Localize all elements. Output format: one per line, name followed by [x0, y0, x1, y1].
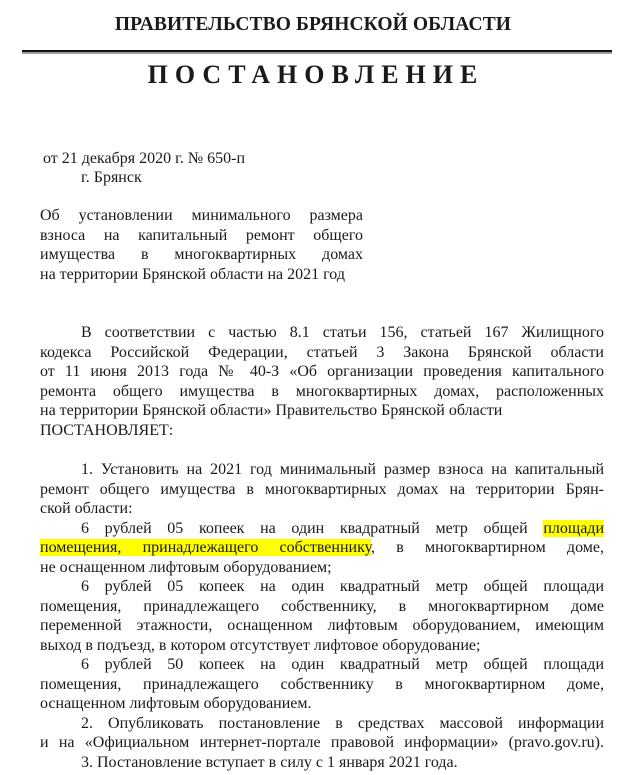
preamble-line: от 11 июня 2013 года № 40-З «Об организации проведения капитального — [40, 363, 604, 380]
title-line: взноса на капитальный ремонт общего — [40, 226, 363, 244]
item1-line: 1. Установить на 2021 год минимальный размер взноса на капитальный — [81, 461, 604, 478]
item3-line: 3. Постановление вступает в силу с 1 января 2021 года. — [81, 753, 458, 771]
item1-line: ской области: — [40, 500, 133, 517]
rate1-text: , в многоквартирном доме, — [371, 539, 604, 556]
item2-line: 2. Опубликовать постановление в средствах массовой информации — [81, 714, 604, 732]
preamble-line: ремонта общего имущества в многоквартирных домах, расположенных — [40, 382, 604, 400]
rate1-line — [81, 519, 604, 538]
preamble-line: ПОСТАНОВЛЯЕТ: — [40, 421, 174, 439]
title-line: Об установлении минимального размера — [40, 207, 363, 224]
rate3-line: 6 рублей 50 копеек на один квадратный метр общей площади — [81, 656, 604, 673]
highlighted-text: площади — [543, 519, 604, 537]
item2-line: и на «Официальном интернет-портале правовой информации» (pravo.gov.ru). — [40, 734, 604, 751]
rate2-line: 6 рублей 05 копеек на один квадратный метр общей площади — [81, 578, 604, 595]
header-divider — [22, 50, 612, 54]
organization-name: ПРАВИТЕЛЬСТВО БРЯНСКОЙ ОБЛАСТИ — [114, 14, 512, 35]
highlighted-text: помещения, принадлежащего собственнику — [40, 539, 372, 556]
title-line: имущества в многоквартирных домах — [40, 246, 363, 263]
rate1-line: не оснащенном лифтовым оборудованием; — [40, 558, 332, 576]
rate1-text: 6 рублей 05 копеек на один квадратный метр общей — [81, 519, 544, 537]
rate2-line: переменной этажности, оснащенном лифтовым оборудованием, имеющим — [40, 617, 604, 634]
document-place: г. Брянск — [81, 169, 142, 186]
document-type: ПОСТАНОВЛЕНИЕ — [147, 60, 485, 89]
title-line: на территории Брянской области на 2021 год — [40, 265, 345, 283]
rate2-line: помещения, принадлежащего собственнику, в многоквартирном доме — [40, 597, 604, 615]
document-date-number: от 21 декабря 2020 г. № 650-п — [43, 150, 246, 167]
rate2-line: выход в подъезд, в котором отсутствует лифтовое оборудование; — [40, 636, 481, 654]
rate1-line — [40, 538, 604, 557]
preamble-line: кодекса Российской Федерации, статьей 3 Закона Брянской области — [40, 343, 604, 361]
rate3-line: помещения, принадлежащего собственнику в многоквартирном доме, — [40, 675, 604, 693]
item1-line: ремонт общего имущества в многоквартирных домах на территории Брян- — [40, 480, 604, 498]
preamble-line: на территории Брянской области» Правительство Брянской области — [40, 402, 503, 419]
rate3-line: оснащенном лифтовым оборудованием. — [40, 695, 312, 712]
preamble-line: В соответствии с частью 8.1 статьи 156, статьей 167 Жилищного — [81, 324, 604, 341]
